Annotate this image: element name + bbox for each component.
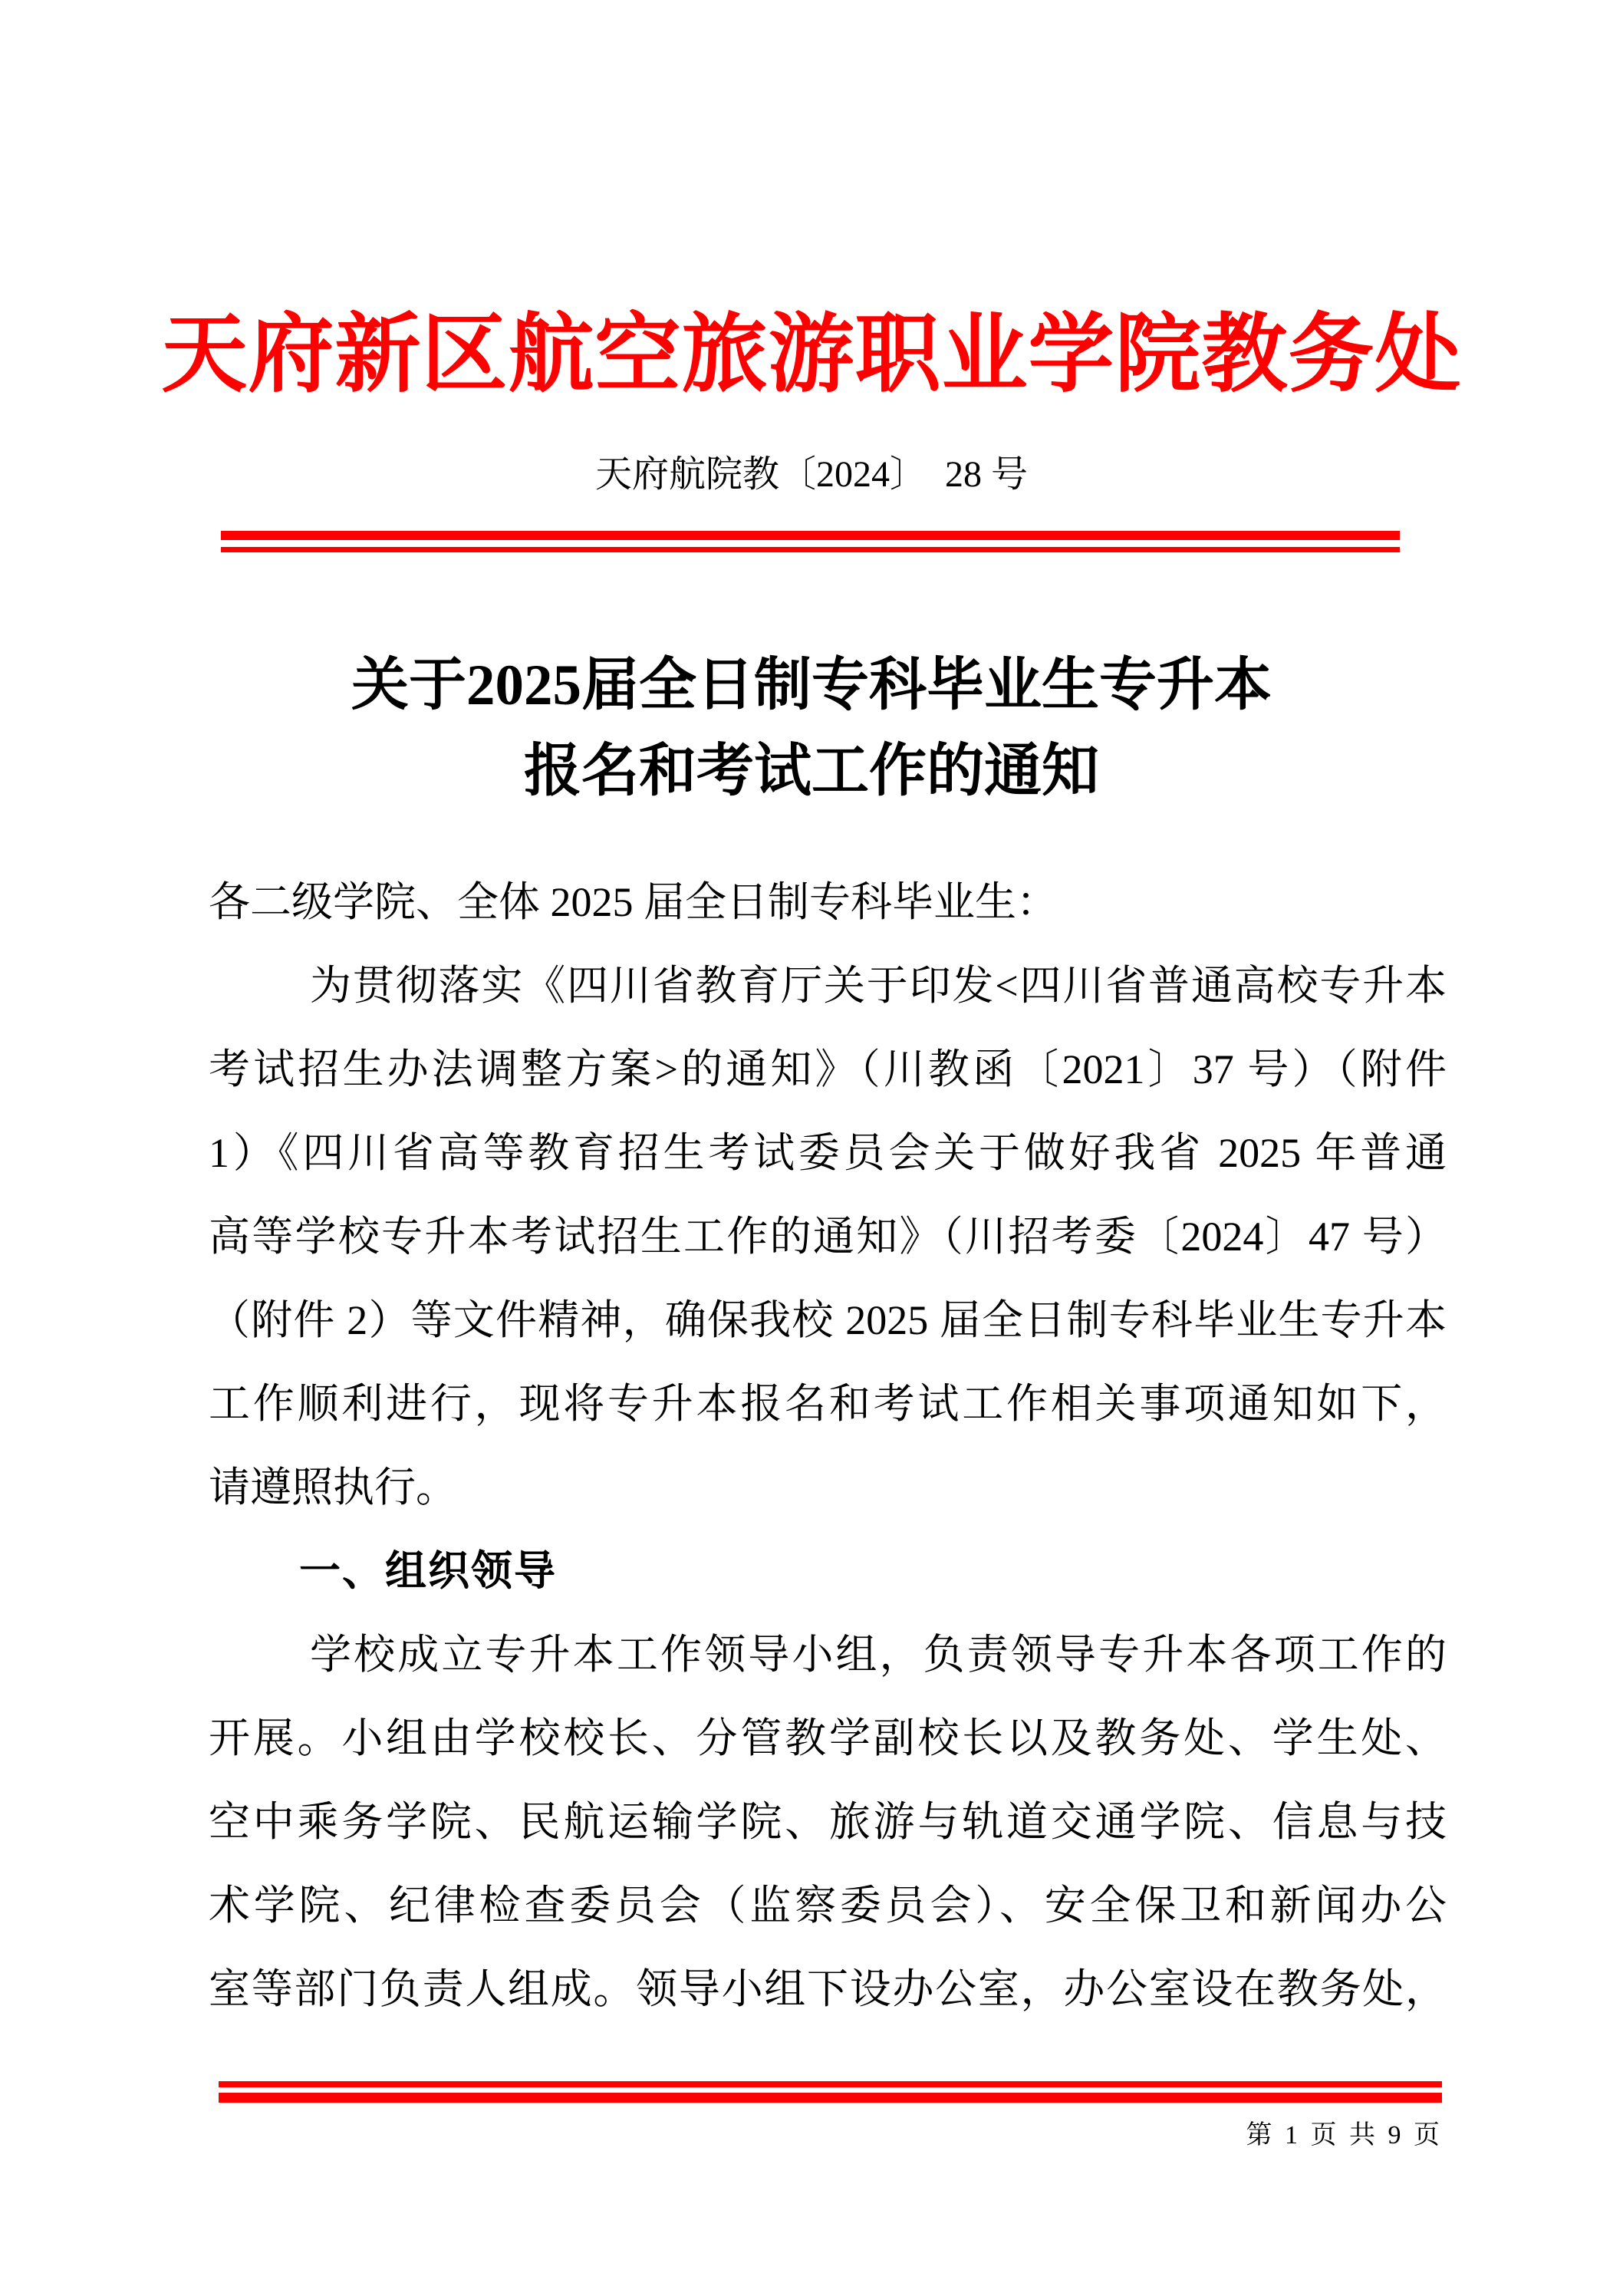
document-body (209, 861, 1447, 2031)
body-line: （附件 2）等文件精神，确保我校 2025 届全日制专科毕业生专升本 (209, 1297, 1447, 1343)
letterhead-org-title: 天府新区航空旅游职业学院教务处 (161, 308, 1462, 403)
header-divider-thin-line (221, 547, 1400, 552)
body-line: 工作顺利进行，现将专升本报名和考试工作相关事项通知如下， (209, 1381, 1447, 1427)
section-heading: 一、组织领导 (299, 1548, 557, 1594)
document-title (0, 643, 1623, 815)
body-line: 室等部门负责人组成。领导小组下设办公室，办公室设在教务处， (209, 1966, 1447, 2012)
document-number: 天府航院教〔2024〕 28 号 (594, 454, 1028, 495)
body-line: 1）《四川省高等教育招生考试委员会关于做好我省 2025 年普通 (209, 1130, 1447, 1176)
header-divider-thick-line (221, 531, 1400, 540)
body-line: 开展。小组由学校校长、分管教学副校长以及教务处、学生处、 (209, 1715, 1447, 1761)
body-line: 请遵照执行。 (209, 1464, 457, 1510)
header-divider (221, 531, 1400, 552)
document-title-line-1: 关于2025届全日制专科毕业生专升本 (351, 654, 1272, 717)
footer-divider-thin-line (219, 2081, 1442, 2087)
body-line: 为贯彻落实《四川省教育厅关于印发<四川省普通高校专升本 (310, 963, 1447, 1009)
salutation-line: 各二级学院、全体 2025 届全日制专科毕业生： (209, 879, 1058, 925)
page-number: 第 1 页 共 9 页 (1246, 2121, 1443, 2149)
body-line: 空中乘务学院、民航运输学院、旅游与轨道交通学院、信息与技 (209, 1799, 1447, 1845)
body-line: 学校成立专升本工作领导小组，负责领导专升本各项工作的 (310, 1632, 1447, 1678)
document-title-line-2: 报名和考试工作的通知 (523, 740, 1099, 803)
footer-divider-gap (219, 2087, 1442, 2093)
body-line: 考试招生办法调整方案>的通知》（川教函〔2021〕37 号）（附件 (209, 1046, 1447, 1092)
body-line: 高等学校专升本考试招生工作的通知》（川招考委〔2024〕47 号） (209, 1214, 1447, 1260)
body-line: 术学院、纪律检查委员会（监察委员会）、安全保卫和新闻办公 (209, 1883, 1447, 1929)
footer-divider (219, 2081, 1442, 2103)
header-divider-gap (221, 540, 1400, 547)
footer-divider-thick-line (219, 2093, 1442, 2103)
